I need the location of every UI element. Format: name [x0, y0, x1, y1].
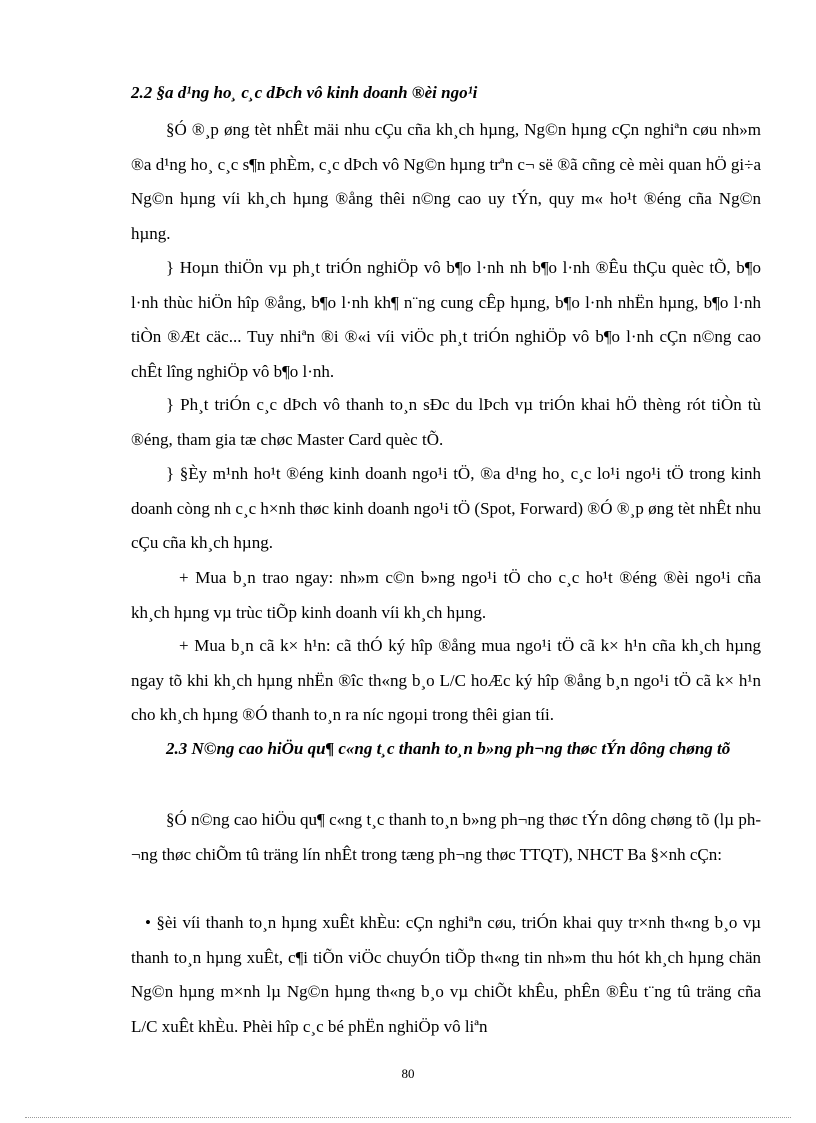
paragraph-spot: + Mua b¸n trao ngay: nh»m c©n b»ng ngo¹i tÖ cho c¸c ho¹t ®éng ®èi ngo¹i cña kh¸ch hµng vµ trùc tiÕp kinh doanh víi kh¸ch hµng.: [131, 568, 761, 622]
section-heading-2-2: 2.2 §a d¹ng ho¸ c¸c dÞch vô kinh doanh ®èi ngo¹i: [131, 83, 478, 102]
paragraph-export-payment: • §èi víi thanh to¸n hµng xuÊt khÈu: cÇn nghiªn cøu, triÓn khai quy tr×nh th«ng b¸o vµ thanh to¸n hµng xuÊt, c¶i tiÕn viÖc chuyÓn tiÕp th«ng tin nh»m thu hót kh¸ch hµng chän Ng©n hµng m×nh lµ Ng©n hµng th«ng b¸o vµ chiÕt khÊu, phÊn ®Êu t¨ng tû träng cña L/C xuÊt khÈu. Phèi hîp c¸c bé phËn nghiÖp vô liªn: [131, 913, 761, 1036]
paragraph-forward: + Mua b¸n cã k× h¹n: cã thÓ ký hîp ®ång mua ngo¹i tÖ cã k× h¹n cña kh¸ch hµng ngay tõ khi kh¸ch hµng nhËn ®îc th«ng b¸o L/C hoÆc ký hîp ®ång b¸n ngo¹i tÖ cã k× h¹n cho kh¸ch hµng ®Ó thanh to¸n ra níc ngoµi trong thêi gian tíi.: [131, 636, 761, 724]
paragraph-intro-2-2: §Ó ®¸p øng tèt nhÊt mäi nhu cÇu cña kh¸ch hµng, Ng©n hµng cÇn nghiªn cøu nh»m ®a d¹ng ho¸ c¸c s¶n phÈm, c¸c dÞch vô Ng©n hµng trªn c¬ së ®ã cñng cè mèi quan hÖ gi÷a Ng©n hµng víi kh¸ch hµng ®ång thêi n©ng cao uy tÝn, quy m« ho¹t ®éng cña Ng©n hµng.: [131, 120, 761, 243]
paragraph-intro-2-3: §Ó n©ng cao hiÖu qu¶ c«ng t¸c thanh to¸n b»ng ph¬ng thøc tÝn dông chøng tõ (lµ ph¬ng thøc chiÕm tû träng lín nhÊt trong tæng ph¬ng thøc TTQT), NHCT Ba §×nh cÇn:: [131, 810, 761, 864]
paragraph-travel-cheque: } Ph¸t triÓn c¸c dÞch vô thanh to¸n sÐc du lÞch vµ triÓn khai hÖ thèng rót tiÒn tù ®éng, tham gia tæ chøc Master Card quèc tÕ.: [131, 395, 761, 449]
section-heading-2-3: 2.3 N©ng cao hiÖu qu¶ c«ng t¸c thanh to¸n b»ng ph¬ng thøc tÝn dông chøng tõ: [166, 739, 731, 758]
footer-divider: [25, 1117, 791, 1118]
paragraph-foreign-exchange: } §Èy m¹nh ho¹t ®éng kinh doanh ngo¹i tÖ, ®a d¹ng ho¸ c¸c lo¹i ngo¹i tÖ trong kinh doanh còng nh c¸c h×nh thøc kinh doanh ngo¹i tÖ (Spot, Forward) ®Ó ®¸p øng tèt nhÊt nhu cÇu cña kh¸ch hµng.: [131, 464, 761, 552]
page-number: 80: [401, 1066, 415, 1081]
paragraph-guarantee: } Hoµn thiÖn vµ ph¸t triÓn nghiÖp vô b¶o l·nh nh b¶o l·nh ®Êu thÇu quèc tÕ, b¶o l·nh thùc hiÖn hîp ®ång, b¶o l·nh kh¶ n¨ng cung cÊp hµng, b¶o l·nh nhËn hµng, b¶o l·nh tiÒn ®Æt cäc... Tuy nhiªn ®i ®«i víi viÖc ph¸t triÓn nghiÖp vô b¶o l·nh cÇn n©ng cao chÊt lîng nghiÖp vô b¶o l·nh.: [131, 258, 761, 381]
